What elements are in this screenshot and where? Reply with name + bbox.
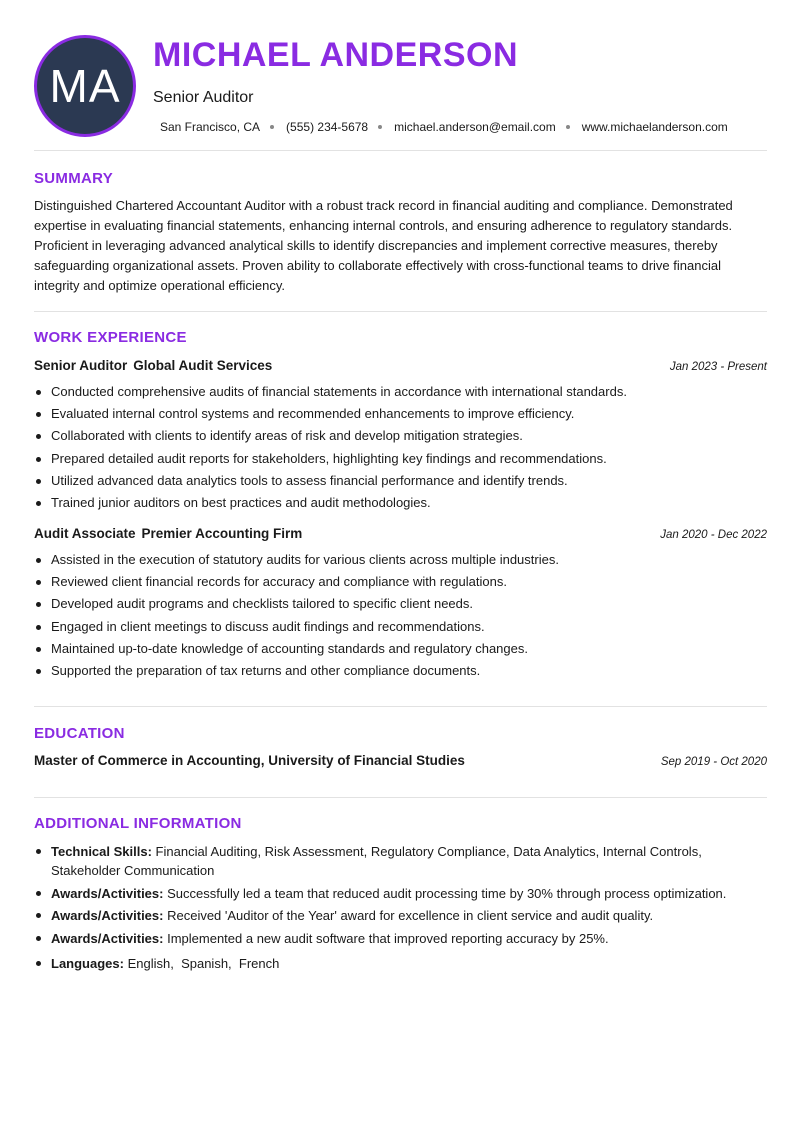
contact-email[interactable]: michael.anderson@email.com [394,120,556,134]
list-item: Utilized advanced data analytics tools to assess financial performance and identify trends. [34,470,767,492]
job-company: Premier Accounting Firm [141,526,303,541]
job-role: Audit Associate [34,526,136,541]
list-item: Evaluated internal control systems and recommended enhancements to improve efficiency. [34,403,767,425]
list-item: Trained junior auditors on best practices and audit methodologies. [34,492,767,514]
job-title [34,526,302,541]
divider [34,706,767,707]
list-item: Assisted in the execution of statutory audits for various clients across multiple industries. [34,549,767,571]
job-header [34,358,767,373]
item-label: Awards/Activities: [51,930,164,946]
contact-location: San Francisco, CA [160,120,261,134]
avatar-initials: MA [49,60,121,112]
summary-heading: SUMMARY [34,170,114,187]
job-company: Global Audit Services [133,358,273,373]
list-item [34,842,767,880]
item-label: Awards/Activities: [51,885,164,901]
item-label: Awards/Activities: [51,908,164,923]
avatar [34,35,136,137]
item-label: Languages: [51,955,124,971]
job-bullet-list [34,381,767,514]
list-item [34,954,767,973]
list-item [34,929,767,948]
experience-heading: WORK EXPERIENCE [34,329,187,346]
item-text: Successfully led a team that reduced audit processing time by 30% through process optimization. [167,885,727,901]
separator-dot [378,125,382,129]
summary-text: Distinguished Chartered Accountant Auditor with a robust track record in financial auditing and compliance. Demonstrated expertise in evaluating financial statements, enhancing internal controls, and ensuring adherence to regulatory standards. Proficient in leveraging advanced analytical skills to identify discrepancies and implement corrective measures, thereby safeguarding organizational assets. Proven ability to collaborate effectively with cross-functional teams to drive financial integrity and optimize operational efficiency. [34,198,733,293]
item-text: Implemented a new audit software that improved reporting accuracy by 25%. [167,930,609,946]
item-text: Received 'Auditor of the Year' award for excellence in client service and audit quality. [167,908,654,923]
list-item: Collaborated with clients to identify areas of risk and develop mitigation strategies. [34,425,767,447]
contact-bar [160,120,728,134]
job-header [34,526,767,541]
divider [34,150,767,151]
education-entry [34,753,767,768]
list-item: Developed audit programs and checklists tailored to specific client needs. [34,593,767,615]
job-dates: Jan 2023 - Present [669,361,767,373]
list-item: Conducted comprehensive audits of financial statements in accordance with international standards. [34,381,767,403]
list-item: Engaged in client meetings to discuss audit findings and recommendations. [34,616,767,638]
item-text: Financial Auditing, Risk Assessment, Regulatory Compliance, Data Analytics, Internal Controls, Stakeholder Communication [51,844,702,878]
list-item [34,884,767,903]
list-item: Maintained up-to-date knowledge of accounting standards and regulatory changes. [34,638,767,660]
list-item: Reviewed client financial records for accuracy and compliance with regulations. [34,571,767,593]
education-dates: Sep 2019 - Oct 2020 [660,756,767,768]
additional-heading: ADDITIONAL INFORMATION [34,815,242,832]
contact-phone: (555) 234-5678 [286,120,369,134]
job-role: Senior Auditor [34,358,128,373]
candidate-title: Senior Auditor [153,89,254,106]
list-item: Supported the preparation of tax returns and other compliance documents. [34,660,767,682]
education-heading: EDUCATION [34,725,125,742]
job-bullet-list [34,549,767,682]
item-text: English, Spanish, French [127,955,280,971]
separator-dot [566,125,570,129]
education-degree: Master of Commerce in Accounting, University of Financial Studies [34,753,465,768]
additional-list [34,842,767,976]
item-label: Technical Skills: [51,844,152,859]
divider [34,797,767,798]
list-item: Prepared detailed audit reports for stakeholders, highlighting key findings and recommendations. [34,448,767,470]
separator-dot [270,125,274,129]
candidate-name: MICHAEL ANDERSON [153,36,519,74]
contact-website[interactable]: www.michaelanderson.com [581,120,728,134]
job-title [34,358,272,373]
divider [34,311,767,312]
list-item [34,906,767,925]
job-dates: Jan 2020 - Dec 2022 [660,529,767,541]
